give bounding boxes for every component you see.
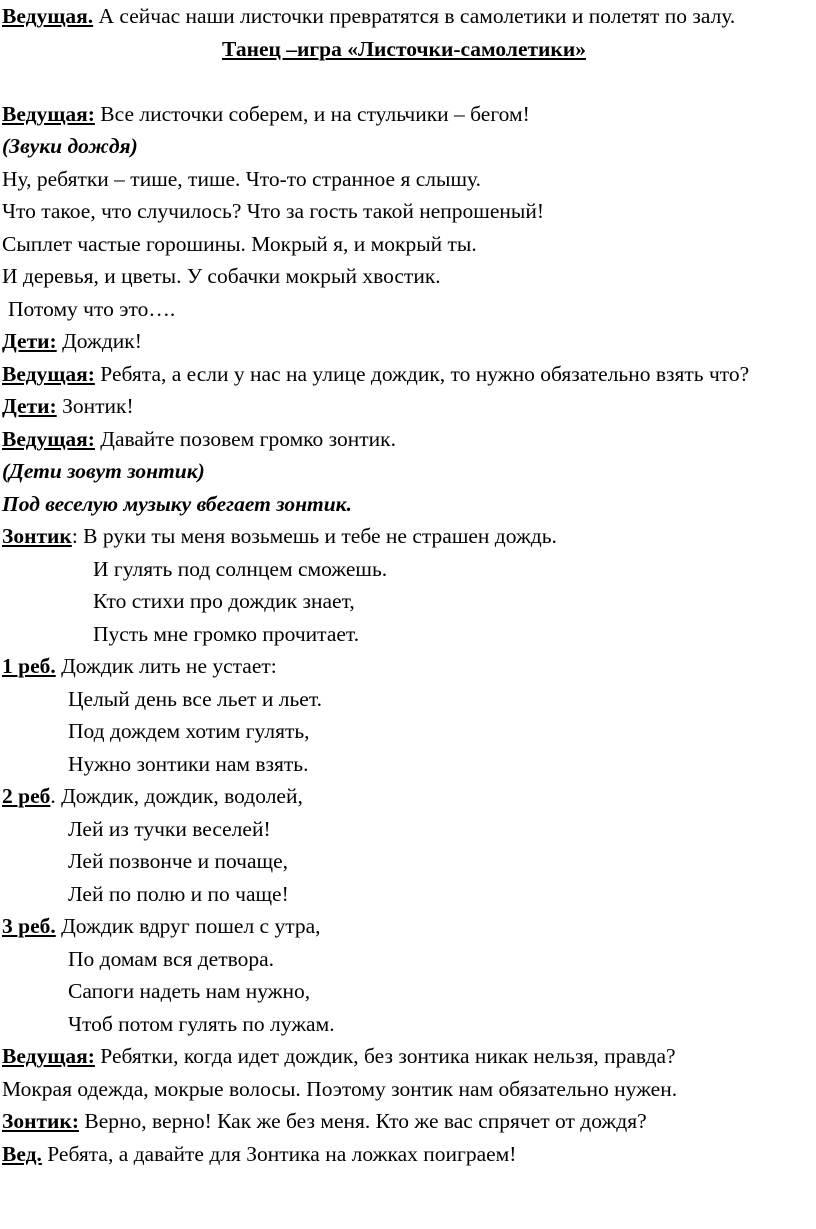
text-line: Мокрая одежда, мокрые волосы. Поэтому зонтик нам обязательно нужен. <box>2 1076 678 1101</box>
verse-line: По домам вся детвора. <box>68 946 275 971</box>
verse-line: Кто стихи про дождик знает, <box>93 589 355 613</box>
paragraph-host <box>2 1138 806 1171</box>
speaker-label: Ведущая: <box>2 361 95 386</box>
speaker-label: 3 реб. <box>2 914 56 938</box>
paragraph-text: А сейчас наши листочки превратятся в самолетики и полетят по залу. <box>93 4 736 28</box>
stage-direction: (Дети зовут зонтик) <box>2 459 205 483</box>
paragraph-text: : В руки ты меня возьмешь и тебе не страшен дождь. <box>71 524 557 548</box>
speaker-label: Ведущая. <box>2 4 94 28</box>
paragraph-text: Ребятки, когда идет дождик, без зонтика никак нельзя, правда? <box>94 1044 676 1068</box>
paragraph-host <box>2 423 806 456</box>
speaker-label: Зонтик <box>2 524 72 548</box>
speaker-label: Ведущая: <box>2 101 95 126</box>
verse-line: Пусть мне громко прочитает. <box>93 621 360 646</box>
paragraph-child-2 <box>2 780 806 813</box>
speaker-label: Вед. <box>2 1141 42 1166</box>
paragraph-child-3 <box>2 910 806 943</box>
verse-line: И гулять под солнцем сможешь. <box>93 556 388 581</box>
paragraph-text: . Дождик, дождик, водолей, <box>50 784 303 808</box>
verse-line: Целый день все льет и льет. <box>68 686 323 711</box>
blank-line <box>2 65 806 98</box>
verse-line: Чтоб потом гулять по лужам. <box>68 1011 335 1036</box>
speaker-label: Ведущая: <box>2 426 95 451</box>
text-line: Ну, ребятки – тише, тише. Что-то странное я слышу. <box>2 166 481 191</box>
paragraph-umbrella <box>2 520 806 553</box>
paragraph-text: Дождик лить не устает: <box>55 654 277 678</box>
verse-line: Нужно зонтики нам взять. <box>68 751 309 776</box>
title-text: Танец –игра «Листочки-самолетики» <box>222 36 586 61</box>
verse-line: Лей позвонче и почаще, <box>68 849 289 873</box>
paragraph-children <box>2 390 806 423</box>
verse-line: Лей по полю и по чаще! <box>68 881 289 906</box>
paragraph-text: Дождик вдруг пошел с утра, <box>55 914 321 938</box>
paragraph-text: Зонтик! <box>56 394 134 418</box>
paragraph-children <box>2 325 806 358</box>
paragraph-text: Ребята, а если у нас на улице дождик, то нужно обязательно взять что? <box>94 361 750 386</box>
verse-line: Сапоги надеть нам нужно, <box>68 979 311 1003</box>
text-line: Что такое, что случилось? Что за гость такой непрошеный! <box>2 199 545 223</box>
stage-direction: (Звуки дождя) <box>2 134 138 158</box>
paragraph-text: Ребята, а давайте для Зонтика на ложках поиграем! <box>41 1141 517 1166</box>
stage-direction: Под веселую музыку вбегает зонтик. <box>2 491 352 516</box>
speaker-label: Ведущая: <box>2 1044 95 1068</box>
paragraph-host <box>2 1040 806 1073</box>
paragraph-host-intro <box>2 0 806 33</box>
paragraph-text: Давайте позовем громко зонтик. <box>94 426 396 451</box>
speaker-label: 1 реб. <box>2 654 56 678</box>
paragraph-child-1 <box>2 650 806 683</box>
verse-line: Лей из тучки веселей! <box>68 816 271 841</box>
paragraph-text: Все листочки соберем, и на стульчики – бегом! <box>94 101 530 126</box>
text-line: И деревья, и цветы. У собачки мокрый хвостик. <box>2 264 441 288</box>
section-title <box>2 33 806 66</box>
verse-line: Под дождем хотим гулять, <box>68 719 310 743</box>
speaker-label: Дети: <box>2 394 57 418</box>
speaker-label: 2 реб <box>2 784 51 808</box>
paragraph-host <box>2 98 806 131</box>
paragraph-host <box>2 358 806 391</box>
paragraph-text: Верно, верно! Как же без меня. Кто же вас спрячет от дождя? <box>78 1109 647 1133</box>
paragraph-text: Дождик! <box>56 329 142 353</box>
speaker-label: Дети: <box>2 329 57 353</box>
text-line: Сыплет частые горошины. Мокрый я, и мокрый ты. <box>2 231 477 256</box>
speaker-label: Зонтик: <box>2 1109 79 1133</box>
paragraph-umbrella <box>2 1105 806 1138</box>
text-line: Потому что это…. <box>8 296 176 321</box>
